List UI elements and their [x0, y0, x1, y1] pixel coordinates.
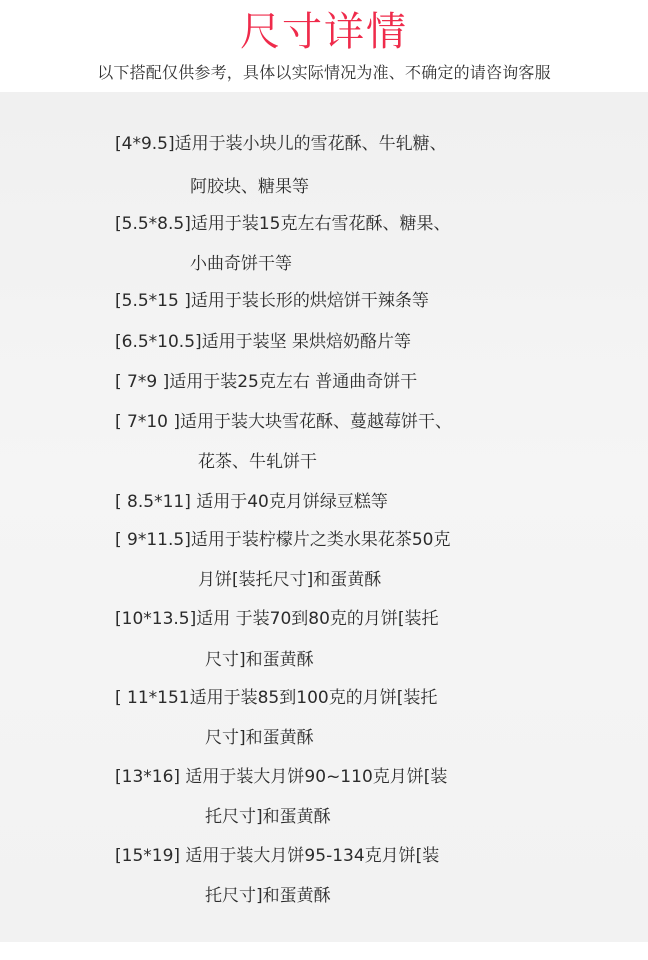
size-line: 托尺寸]和蛋黄酥	[205, 886, 331, 906]
size-line: [ 7*9 ]适用于装25克左右 普通曲奇饼干	[115, 372, 418, 392]
size-line: 花茶、牛轧饼干	[198, 452, 317, 472]
size-line: 尺寸]和蛋黄酥	[205, 650, 314, 670]
size-line: [ 8.5*11] 适用于40克月饼绿豆糕等	[115, 492, 388, 512]
size-line: 阿胶块、糖果等	[190, 177, 309, 197]
size-line: 月饼[装托尺寸]和蛋黄酥	[198, 570, 382, 590]
size-line: [ 9*11.5]适用于装柠檬片之类水果花茶50克	[115, 530, 451, 550]
page-title: 尺寸详情	[240, 9, 408, 55]
size-line: [ 11*151适用于装85到100克的月饼[装托	[115, 688, 438, 708]
size-line: [15*19] 适用于装大月饼95-134克月饼[装	[115, 846, 440, 866]
bottom-strip	[0, 942, 648, 960]
size-line: [ 7*10 ]适用于装大块雪花酥、蔓越莓饼干、	[115, 412, 453, 432]
size-line: [5.5*8.5]适用于装15克左右雪花酥、糖果、	[115, 214, 451, 234]
size-line: 尺寸]和蛋黄酥	[205, 728, 314, 748]
size-line: [6.5*10.5]适用于装坚 果烘焙奶酪片等	[115, 332, 412, 352]
size-line: [13*16] 适用于装大月饼90~110克月饼[装	[115, 767, 448, 787]
header	[0, 0, 648, 92]
page-subtitle: 以下搭配仅供参考，具体以实际情况为准、不确定的请咨询客服	[97, 63, 551, 82]
size-details-panel	[0, 92, 648, 942]
size-line: [4*9.5]适用于装小块儿的雪花酥、牛轧糖、	[115, 134, 447, 154]
size-line: 小曲奇饼干等	[190, 254, 292, 274]
size-line: 托尺寸]和蛋黄酥	[205, 807, 331, 827]
size-line: [10*13.5]适用 于装70到80克的月饼[装托	[115, 609, 439, 629]
size-line: [5.5*15 ]适用于装长形的烘焙饼干辣条等	[115, 291, 429, 311]
